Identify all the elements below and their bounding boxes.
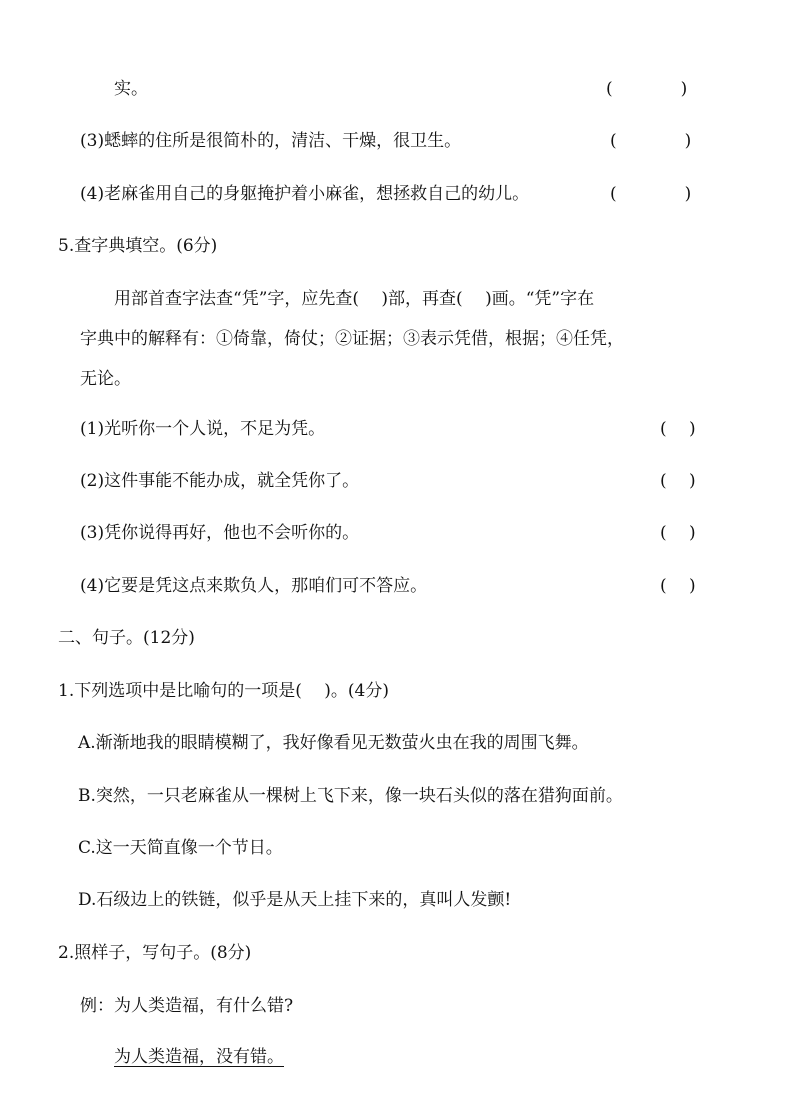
s2-q1-option-a: A.渐渐地我的眼睛模糊了，我好像看见无数萤火虫在我的周围飞舞。 bbox=[78, 733, 589, 753]
answer-blank: ( ) bbox=[660, 576, 696, 596]
s2-q1-option-c: C.这一天简直像一个节日。 bbox=[78, 838, 283, 858]
s2-q2-example-answer: 为人类造福，没有错。 bbox=[114, 1047, 284, 1067]
s2-q1-option-d: D.石级边上的铁链，似乎是从天上挂下来的，真叫人发颤! bbox=[78, 890, 512, 910]
answer-blank: ( ) bbox=[660, 419, 696, 439]
answer-blank: ( ) bbox=[610, 184, 692, 204]
s2-q2-example: 例：为人类造福，有什么错? bbox=[80, 996, 294, 1016]
answer-blank: ( ) bbox=[660, 523, 696, 543]
answer-blank: ( ) bbox=[606, 79, 688, 99]
s2-q2-title: 2.照样子，写句子。(8分) bbox=[58, 943, 252, 963]
q5-item-4: (4)它要是凭这点来欺负人，那咱们可不答应。 bbox=[80, 576, 428, 596]
q5-item-3: (3)凭你说得再好，他也不会听你的。 bbox=[80, 523, 360, 543]
q4-item-4: (4)老麻雀用自己的身躯掩护着小麻雀，想拯救自己的幼儿。 bbox=[80, 184, 530, 204]
q4-continuation: 实。 bbox=[114, 79, 148, 99]
section-2-title: 二、句子。(12分) bbox=[58, 628, 195, 648]
s2-q1-title: 1.下列选项中是比喻句的一项是( )。(4分) bbox=[58, 681, 389, 701]
q4-item-3: (3)蟋蟀的住所是很简朴的，清洁、干燥，很卫生。 bbox=[80, 131, 462, 151]
q5-paragraph-line-3: 无论。 bbox=[80, 369, 131, 389]
q5-title: 5.查字典填空。(6分) bbox=[58, 236, 218, 256]
s2-q1-option-b: B.突然，一只老麻雀从一棵树上飞下来，像一块石头似的落在猎狗面前。 bbox=[78, 786, 623, 806]
q5-item-2: (2)这件事能不能办成，就全凭你了。 bbox=[80, 471, 360, 491]
q5-paragraph-line-2: 字典中的解释有：①倚靠，倚仗；②证据；③表示凭借，根据；④任凭， bbox=[80, 329, 624, 349]
answer-blank: ( ) bbox=[660, 471, 696, 491]
q5-item-1: (1)光听你一个人说，不足为凭。 bbox=[80, 419, 326, 439]
answer-blank: ( ) bbox=[610, 131, 692, 151]
q5-paragraph-line-1: 用部首查字法查“凭”字，应先查( )部，再查( )画。“凭”字在 bbox=[114, 289, 595, 309]
